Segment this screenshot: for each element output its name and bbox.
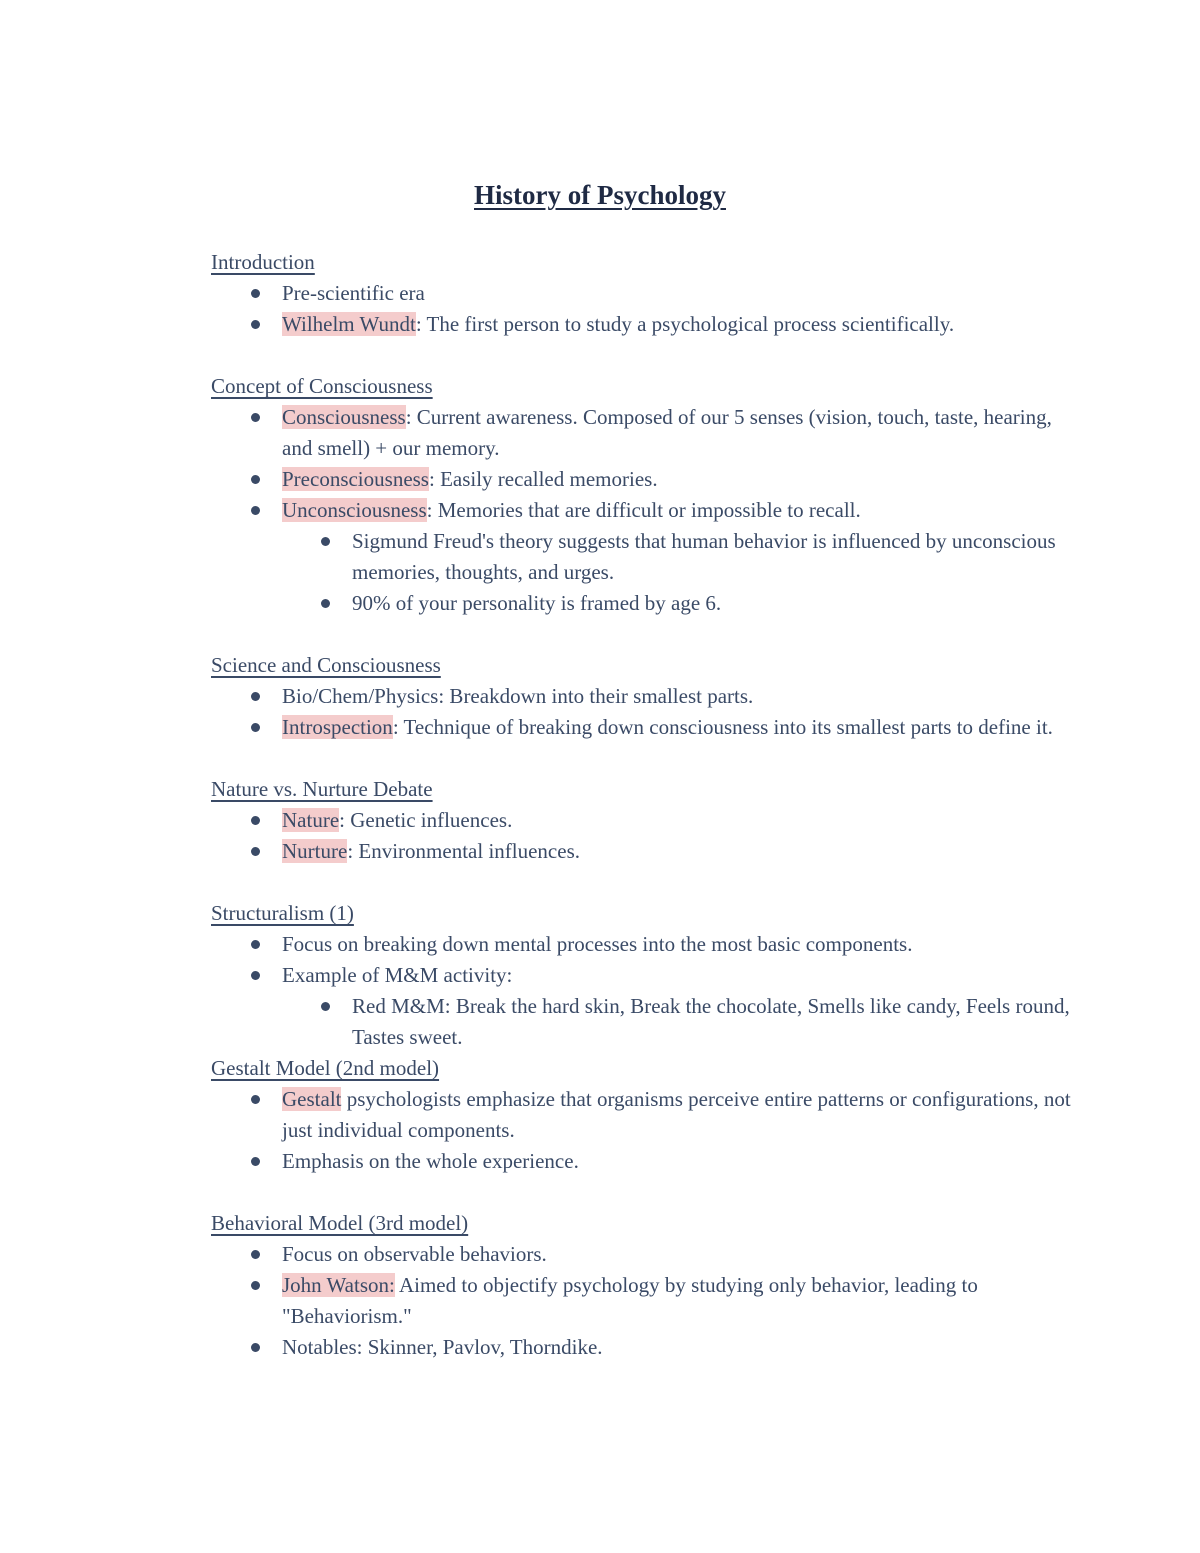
item-text: : Current awareness. Composed of our 5 senses (vision, touch, taste, hearing, and smell) + our memory. — [282, 405, 1052, 460]
section-heading: Science and Consciousness — [211, 653, 441, 677]
item-text: : Memories that are difficult or impossible to recall. — [426, 498, 861, 522]
highlighted-term: Gestalt — [282, 1087, 342, 1111]
sub-bullet-list — [282, 526, 1071, 619]
list-item — [211, 1084, 1071, 1146]
item-text: : Environmental influences. — [347, 839, 580, 863]
item-text: Pre-scientific era — [282, 281, 425, 305]
bullet-list — [211, 402, 1071, 619]
list-item — [211, 309, 1071, 340]
highlighted-term: Wilhelm Wundt — [282, 312, 416, 336]
section-heading: Introduction — [211, 250, 315, 274]
document-title: History of Psychology — [474, 180, 726, 210]
list-item — [211, 495, 1071, 619]
document-body — [211, 247, 1071, 1363]
section-heading: Concept of Consciousness — [211, 374, 433, 398]
list-item — [211, 1146, 1071, 1177]
item-text: Bio/Chem/Physics: Breakdown into their smallest parts. — [282, 684, 754, 708]
list-item — [211, 1270, 1071, 1332]
item-text: Emphasis on the whole experience. — [282, 1149, 579, 1173]
bullet-list — [211, 681, 1071, 743]
item-text: Notables: Skinner, Pavlov, Thorndike. — [282, 1335, 603, 1359]
item-text: Sigmund Freud's theory suggests that human behavior is influenced by unconscious memories, thoughts, and urges. — [352, 529, 1056, 584]
item-text: Red M&M: Break the hard skin, Break the chocolate, Smells like candy, Feels round, Tastes sweet. — [352, 994, 1070, 1049]
highlighted-term: Introspection — [282, 715, 393, 739]
bullet-list — [211, 805, 1071, 867]
section-concept-of-consciousness — [211, 371, 1071, 619]
item-text: : Easily recalled memories. — [428, 467, 658, 491]
list-item — [211, 278, 1071, 309]
list-item — [211, 929, 1071, 960]
item-text: Focus on breaking down mental processes into the most basic components. — [282, 932, 913, 956]
highlighted-term: Nature — [282, 808, 340, 832]
sub-list-item — [211, 991, 1071, 1053]
bullet-list — [211, 1084, 1071, 1177]
section-introduction — [211, 247, 1071, 340]
list-item — [211, 402, 1071, 464]
bullet-list — [211, 929, 1071, 1053]
item-text: 90% of your personality is framed by age 6. — [352, 591, 722, 615]
bullet-list — [211, 1239, 1071, 1363]
list-item — [211, 464, 1071, 495]
item-text: Aimed to objectify psychology by studying only behavior, leading to "Behaviorism." — [282, 1273, 978, 1328]
list-item — [211, 712, 1071, 743]
section-nature-vs-nurture — [211, 774, 1071, 867]
bullet-list — [211, 278, 1071, 340]
item-text: psychologists emphasize that organisms perceive entire patterns or configurations, not just individual components. — [282, 1087, 1071, 1142]
highlighted-term: Consciousness — [282, 405, 406, 429]
item-text: : Technique of breaking down consciousness into its smallest parts to define it. — [392, 715, 1053, 739]
section-gestalt-model — [211, 1053, 1071, 1177]
item-text: : Genetic influences. — [339, 808, 513, 832]
list-item — [211, 836, 1071, 867]
section-heading: Nature vs. Nurture Debate — [211, 777, 433, 801]
list-item — [211, 805, 1071, 836]
item-text: Focus on observable behaviors. — [282, 1242, 547, 1266]
highlighted-term: John Watson: — [282, 1273, 395, 1297]
item-text: Example of M&M activity: — [282, 963, 513, 987]
section-structuralism — [211, 898, 1071, 1053]
list-item — [211, 681, 1071, 712]
highlighted-term: Unconsciousness — [282, 498, 427, 522]
list-item — [211, 1332, 1071, 1363]
item-text: : The first person to study a psychological process scientifically. — [415, 312, 955, 336]
highlighted-term: Preconsciousness — [282, 467, 429, 491]
list-item — [211, 1239, 1071, 1270]
list-item — [211, 960, 1071, 1053]
sub-list-item — [211, 588, 1071, 619]
section-behavioral-model — [211, 1208, 1071, 1363]
section-heading: Behavioral Model (3rd model) — [211, 1211, 469, 1235]
section-heading: Gestalt Model (2nd model) — [211, 1056, 440, 1080]
sub-bullet-list — [282, 991, 1071, 1053]
section-heading: Structuralism (1) — [211, 901, 354, 925]
highlighted-term: Nurture — [282, 839, 348, 863]
sub-list-item — [211, 526, 1071, 588]
section-science-and-consciousness — [211, 650, 1071, 743]
